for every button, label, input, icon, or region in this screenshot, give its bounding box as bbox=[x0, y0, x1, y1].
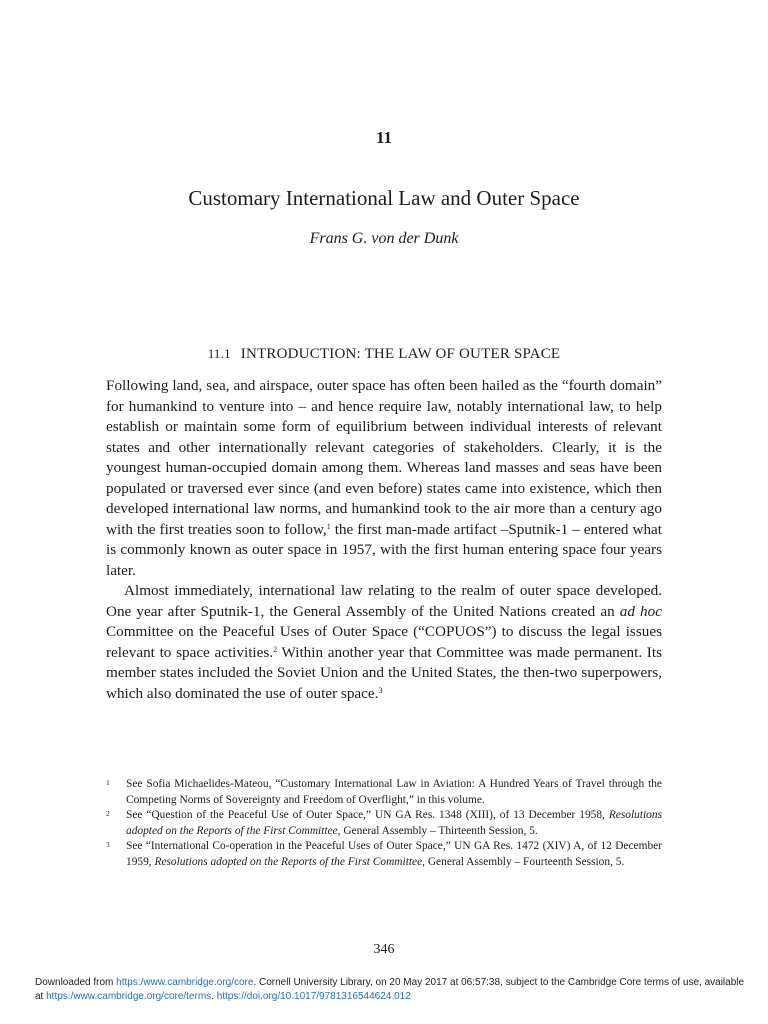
paragraph-2-text-b: Committee on the Peaceful Uses of Outer Space (“COPUOS”) to discuss the legal issues relevant to space activities. bbox=[106, 623, 662, 661]
chapter-title: Customary International Law and Outer Space bbox=[188, 186, 580, 210]
paragraph-1-text-a: Following land, sea, and airspace, outer space has often been hailed as the “fourth domain” for humankind to venture into – and hence require law, notably international law, to help establish or maintain some form of equilibrium between individual interests of relevant states and other internationally relevant categories of stakeholders. Clearly, it is the youngest human-occupied domain among them. Whereas land masses and seas have been populated or traversed ever since (and even before) states came into existence, which then developed international law norms, and humankind took to the air more than a century ago with the first treaties soon to follow, bbox=[106, 377, 662, 538]
body-text bbox=[106, 376, 662, 704]
terms-link[interactable]: https:/www.cambridge.org/core/terms bbox=[46, 990, 212, 1002]
footnote-1-text: See Sofia Michaelides-Mateou, “Customary International Law in Aviation: A Hundred Years of Travel through the Competing Norms of Sovereignty and Freedom of Overflight,” in this volume. bbox=[126, 778, 662, 806]
footnote-ref-3[interactable]: 3 bbox=[378, 685, 383, 695]
download-note-separator: . bbox=[211, 990, 217, 1002]
paragraph-1-text-b: the first man-made artifact –Sputnik-1 – entered what is commonly known as outer space in 1957, with the first human entering space four years later. bbox=[106, 520, 663, 579]
paragraph-2-italic: ad hoc bbox=[619, 602, 662, 620]
footnote-3 bbox=[106, 839, 662, 870]
paragraph-1 bbox=[106, 376, 662, 581]
footnotes bbox=[106, 777, 662, 870]
download-note bbox=[35, 976, 745, 1003]
chapter-author: Frans G. von der Dunk bbox=[309, 230, 459, 247]
section-heading bbox=[0, 346, 768, 363]
footnote-ref-2[interactable]: 2 bbox=[273, 644, 278, 654]
cambridge-core-link[interactable]: https:/www.cambridge.org/core bbox=[116, 977, 254, 988]
download-note-prefix: Downloaded from bbox=[35, 977, 117, 988]
chapter-number: 11 bbox=[375, 128, 393, 147]
section-title: INTRODUCTION: THE LAW OF OUTER SPACE bbox=[240, 346, 561, 362]
footnote-3-mark: 3 bbox=[106, 840, 110, 849]
section-number: 11.1 bbox=[207, 346, 231, 361]
footnote-2-mark: 2 bbox=[106, 809, 110, 818]
footnote-3-italic: Resolutions adopted on the Reports of the First Committee bbox=[154, 855, 423, 868]
footnote-3-text-b: , General Assembly – Fourteenth Session, 5. bbox=[422, 855, 625, 868]
footnote-1-mark: 1 bbox=[106, 778, 110, 787]
footnote-2-italic: Resolutions adopted on the Reports of the First Committee bbox=[126, 809, 662, 837]
footnote-1 bbox=[106, 777, 662, 808]
doi-link[interactable]: https://doi.org/10.1017/9781316544624.012 bbox=[216, 990, 411, 1002]
footnote-3-text-a: See “International Co-operation in the Peaceful Uses of Outer Space,” UN GA Res. 1472 (XIV) A, of 12 December 1959, bbox=[126, 840, 662, 868]
paragraph-2 bbox=[106, 581, 662, 704]
download-note-middle: . Cornell University Library, on 20 May 2017 at 06:57:38, subject to the Cambridge Core terms of use, available at bbox=[35, 977, 745, 1002]
footnote-2-text-b: , General Assembly – Thirteenth Session, 5. bbox=[337, 824, 538, 837]
footnote-ref-1[interactable]: 1 bbox=[326, 521, 331, 531]
footnote-2 bbox=[106, 808, 662, 839]
paragraph-2-text-a: Almost immediately, international law relating to the realm of outer space developed. One year after Sputnik-1, the General Assembly of the United Nations created an bbox=[106, 582, 662, 620]
footnote-2-text-a: See “Question of the Peaceful Use of Outer Space,” UN GA Res. 1348 (XIII), of 13 December 1958, bbox=[126, 809, 609, 821]
page-number: 346 bbox=[373, 942, 395, 957]
paragraph-2-text-c: Within another year that Committee was made permanent. Its member states included the Soviet Union and the United States, the then-two superpowers, which also dominated the use of outer space. bbox=[106, 643, 662, 702]
